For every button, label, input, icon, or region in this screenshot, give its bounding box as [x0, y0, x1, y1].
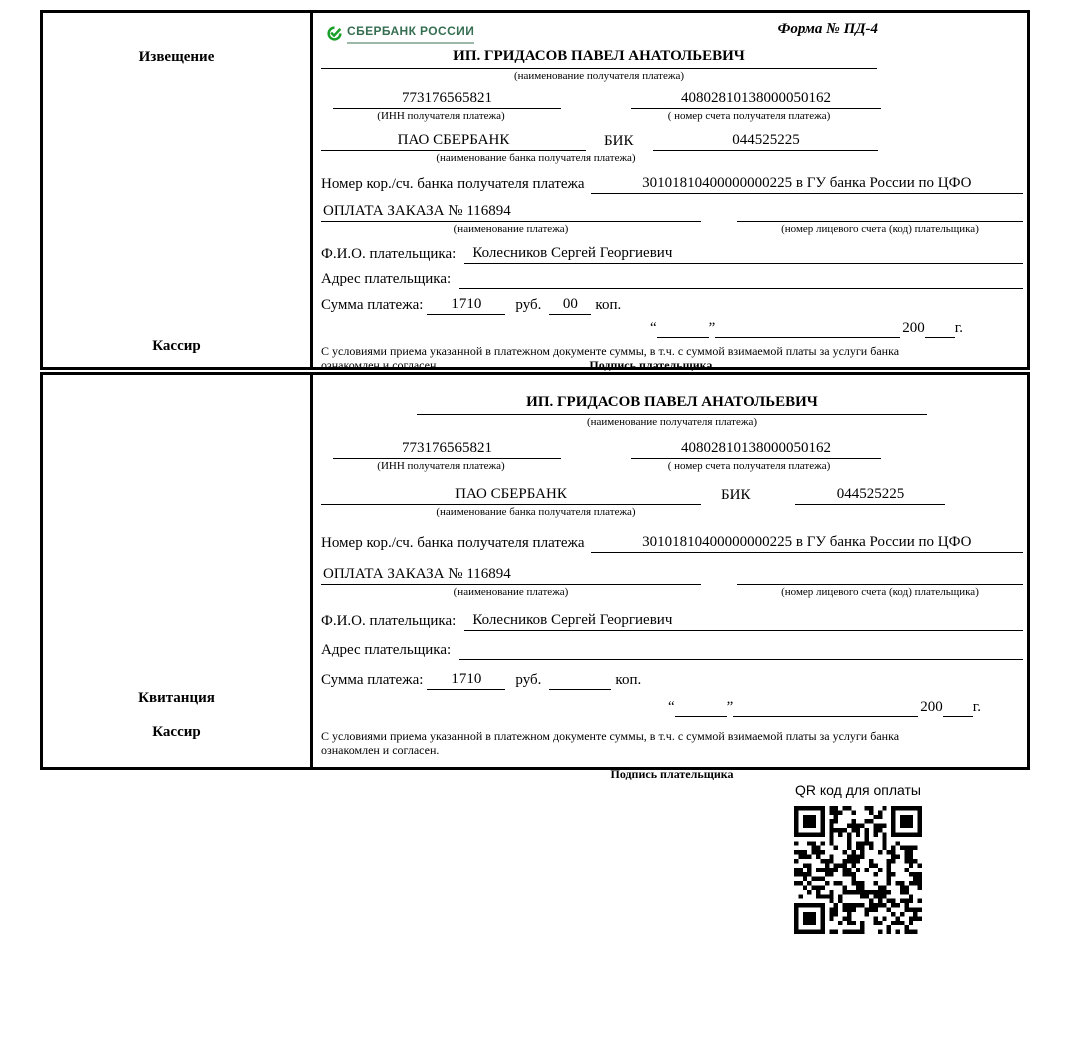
corr-account-value: 30101810400000000225 в ГУ банка России по ЦФО [591, 533, 1023, 553]
payer-name-value: Колесников Сергей Георгиевич [464, 611, 1023, 631]
payment-purpose-value: 116894 [466, 566, 511, 582]
payment-sum-row [321, 295, 1023, 315]
payee-name: ИП. ГРИДАСОВ ПАВЕЛ АНАТОЛЬЕВИЧ [417, 393, 927, 415]
date-row [321, 698, 981, 717]
inn-caption: (ИНН получателя платежа) [377, 110, 505, 122]
payer-name-label: Ф.И.О. плательщика: [321, 613, 457, 629]
bik-value: 044525225 [653, 131, 878, 151]
year-line [925, 319, 955, 338]
kopeck-label: коп. [595, 297, 622, 313]
date-day-line [657, 319, 709, 338]
sum-label: Сумма платежа: [321, 297, 424, 313]
personal-account-line [737, 203, 1023, 222]
date-day-line [675, 698, 727, 717]
bank-caption: (наименование банка получателя платежа) [436, 506, 636, 518]
qr-label: QR код для оплаты [794, 782, 921, 798]
sberbank-logo-icon [327, 26, 342, 41]
personal-account-caption: (номер лицевого счета (код) плательщика) [781, 223, 979, 235]
account-value: 40802810138000050162 [631, 439, 881, 459]
payment-purpose-label: ОПЛАТА ЗАКАЗА № [323, 203, 463, 219]
payer-address-line [459, 270, 1023, 289]
notice-form-content [313, 13, 1027, 372]
inn-value: 773176565821 [333, 89, 561, 109]
year-prefix: 200 [920, 699, 943, 715]
receipt-form-content [313, 375, 1027, 781]
notice-side-column [43, 13, 313, 367]
inn-value: 773176565821 [333, 439, 561, 459]
bank-row [321, 485, 1023, 505]
notice-cashier-label: Кассир [152, 338, 201, 354]
qr-code [794, 806, 922, 934]
receipt-side-column [43, 375, 313, 767]
date-month-line [715, 319, 900, 338]
payer-name-row [321, 244, 1023, 264]
year-suffix: г. [972, 699, 981, 715]
form-number-label: Форма № ПД-4 [777, 21, 878, 37]
inn-account-row [321, 439, 1023, 459]
payer-signature-label: Подпись плательщика [589, 358, 713, 372]
rub-label: руб. [515, 297, 542, 313]
receipt-cashier-label: Кассир [152, 724, 201, 740]
payee-caption: (наименование получателя платежа) [586, 416, 758, 428]
inn-account-captions [321, 110, 1023, 123]
quote-open: “ [667, 699, 675, 715]
notice-section-label: Извещение [138, 49, 215, 65]
inn-account-captions [321, 460, 1023, 473]
payee-caption: (наименование получателя платежа) [513, 70, 685, 82]
payer-signature-label: Подпись плательщика [610, 767, 734, 781]
kopeck-value: 00 [549, 295, 591, 315]
payer-name-value: Колесников Сергей Георгиевич [464, 244, 1023, 264]
sberbank-logo-text: СБЕРБАНК РОССИИ [347, 22, 474, 44]
date-month-line [733, 698, 918, 717]
personal-account-caption: (номер лицевого счета (код) плательщика) [781, 586, 979, 598]
payment-purpose-value: 116894 [466, 203, 511, 219]
qr-payment-block [788, 782, 928, 934]
kopeck-value [549, 671, 611, 690]
kopeck-label: коп. [615, 672, 642, 688]
terms-line-2: ознакомлен и согласен. [321, 358, 440, 372]
purpose-caption: (наименование платежа) [453, 586, 569, 598]
year-prefix: 200 [902, 320, 925, 336]
bik-value: 044525225 [795, 485, 945, 505]
sum-label: Сумма платежа: [321, 672, 424, 688]
payer-address-label: Адрес плательщика: [321, 642, 452, 658]
corr-account-label: Номер кор./сч. банка получателя платежа [321, 535, 585, 551]
notice-section [40, 10, 1030, 370]
date-row [321, 319, 963, 338]
quote-close: ” [708, 320, 716, 336]
corr-account-row [321, 533, 1023, 553]
corr-account-row [321, 174, 1023, 194]
year-line [943, 698, 973, 717]
bank-caption: (наименование банка получателя платежа) [436, 152, 636, 164]
bik-label: БИК [721, 487, 751, 503]
quote-close: ” [726, 699, 734, 715]
corr-account-label: Номер кор./сч. банка получателя платежа [321, 176, 585, 192]
bank-name: ПАО СБЕРБАНК [321, 485, 701, 505]
bik-label: БИК [604, 133, 634, 149]
inn-caption: (ИНН получателя платежа) [377, 460, 505, 472]
payer-address-row [321, 270, 1023, 289]
payer-address-line [459, 641, 1023, 660]
bank-row [321, 131, 1023, 151]
inn-account-row [321, 89, 1023, 109]
purpose-caption: (наименование платежа) [453, 223, 569, 235]
sum-value: 1710 [427, 295, 505, 315]
terms-line-2: ознакомлен и согласен. [321, 743, 440, 757]
receipt-section-label: Квитанция [138, 690, 215, 706]
sberbank-logo [327, 22, 474, 44]
notice-header-row [321, 17, 1023, 47]
payment-purpose [321, 202, 701, 222]
payer-address-row [321, 641, 1023, 660]
payer-name-label: Ф.И.О. плательщика: [321, 246, 457, 262]
receipt-section [40, 372, 1030, 781]
quote-open: “ [649, 320, 657, 336]
terms-line-2-row [321, 358, 1023, 372]
terms-line-1: С условиями приема указанной в платежном документе суммы, в т.ч. с суммой взимаемой платы за услуги банка [321, 344, 900, 358]
account-value: 40802810138000050162 [631, 89, 881, 109]
payment-purpose [321, 565, 701, 585]
payment-purpose-row [321, 202, 1023, 222]
year-suffix: г. [954, 320, 963, 336]
payment-sum-row [321, 670, 1023, 690]
purpose-captions [321, 586, 1023, 599]
payer-name-row [321, 611, 1023, 631]
payer-address-label: Адрес плательщика: [321, 271, 452, 287]
payment-purpose-row [321, 565, 1023, 585]
sum-value: 1710 [427, 670, 505, 690]
personal-account-line [737, 566, 1023, 585]
payment-purpose-label: ОПЛАТА ЗАКАЗА № [323, 566, 463, 582]
account-caption: ( номер счета получателя платежа) [667, 460, 831, 472]
payee-name: ИП. ГРИДАСОВ ПАВЕЛ АНАТОЛЬЕВИЧ [321, 47, 877, 69]
bank-name: ПАО СБЕРБАНК [321, 131, 586, 151]
rub-label: руб. [515, 672, 542, 688]
corr-account-value: 30101810400000000225 в ГУ банка России по ЦФО [591, 174, 1023, 194]
terms-line-1: С условиями приема указанной в платежном документе суммы, в т.ч. с суммой взимаемой платы за услуги банка [321, 729, 900, 743]
account-caption: ( номер счета получателя платежа) [667, 110, 831, 122]
purpose-captions [321, 223, 1023, 236]
